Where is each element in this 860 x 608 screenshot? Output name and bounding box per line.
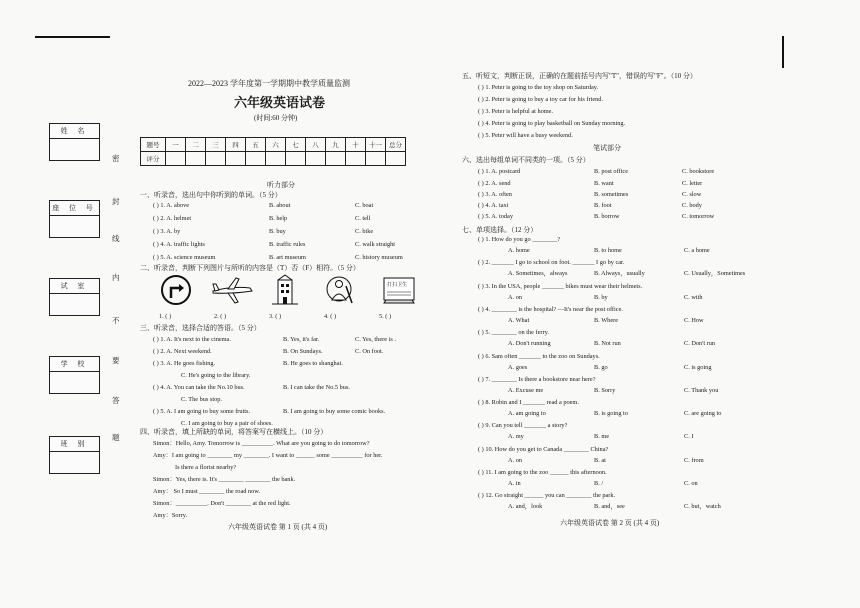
section6-item-a: ( ) 2. A. send — [478, 180, 511, 187]
section7-option-a: A. What — [508, 316, 530, 324]
section1-item-b: B. about — [269, 202, 291, 209]
section1-item-a: ( ) 1. A. above — [153, 202, 190, 209]
section3-option-c: C. The bus stop. — [181, 396, 222, 403]
section7-option-c: C. Usually，Sometimes — [684, 270, 746, 278]
scan-edge-mark — [782, 36, 784, 68]
score-cell: 十 — [346, 138, 366, 152]
section5-item: ( ) 1. Peter is going to the toy shop on Saturday. — [478, 84, 599, 91]
written-heading: 笔试部分 — [593, 144, 621, 152]
section7-question: ( ) 11. I am going to the zoo ______ this afternoon. — [478, 469, 607, 476]
name-box[interactable] — [49, 123, 100, 161]
cleaning-sign-text: 打扫卫生 — [387, 283, 408, 288]
section6-item-b: B. post office — [594, 168, 628, 175]
section7-option-b: B. to home — [594, 247, 622, 254]
exam-header-year: 2022—2023 学年度第一学期期中教学质量监测 — [188, 79, 350, 88]
score-cell: 二 — [186, 138, 206, 152]
section6-item-c: C. tomorrow — [682, 213, 715, 220]
section3-item: ( ) 2. A. Next weekend. — [153, 348, 212, 355]
binding-char: 密 — [112, 154, 120, 163]
section7-question: ( ) 4. ________ is the hospital? —It's near the post office. — [478, 305, 623, 313]
turn-right-sign-icon — [159, 274, 194, 306]
section7-option-b: B. go — [594, 363, 608, 371]
section6-item-a: ( ) 1. A. postcard — [478, 168, 521, 175]
section3-option-b: B. On Sundays. — [283, 348, 323, 355]
section7-option-b: B. / — [594, 480, 604, 487]
section6-item-c: C. slow — [682, 191, 702, 198]
score-cell: 一 — [166, 138, 186, 152]
exam-room-box[interactable] — [49, 278, 100, 316]
binding-char: 不 — [112, 316, 120, 325]
section5-item: ( ) 3. Peter is helpful at home. — [478, 108, 554, 115]
score-input-cell[interactable] — [326, 152, 346, 166]
dialogue-line: Simon：Yes, there is. It's ________ ________ the bank. — [153, 476, 296, 483]
school-label: 学 校 — [50, 357, 99, 372]
section3-option-c: C. On foot. — [355, 348, 384, 355]
section7-option-a: A. Excuse me — [508, 386, 544, 394]
score-cell: 五 — [246, 138, 266, 152]
section1-item-b: B. buy — [269, 228, 286, 235]
section4-title: 四、听录音，填上所缺的单词，将答案写在横线上。（10 分） — [140, 428, 328, 436]
seat-number-box[interactable] — [49, 200, 100, 238]
score-cell: 九 — [326, 138, 346, 152]
score-input-cell[interactable] — [346, 152, 366, 166]
section3-option-b: B. Yes, it's far. — [283, 336, 320, 343]
section5-title: 五、听短文，判断正误，正确的在题前括号内写"T"，错误的写"F"。（10 分） — [462, 72, 697, 80]
section2-title: 二、听录音，判断下列图片与所听的内容是（T）否（F）相符。（5 分） — [140, 264, 360, 272]
score-input-cell[interactable] — [246, 152, 266, 166]
section1-item-c: C. tell — [355, 215, 371, 222]
section7-question: ( ) 1. How do you go ________? — [478, 236, 561, 243]
dialogue-line: Amy：I am going to ________ my ________. I want to ______ some __________ for her. — [153, 452, 383, 459]
binding-char: 内 — [112, 273, 120, 282]
seat-number-label: 座 位 号 — [50, 201, 99, 216]
section7-question: ( ) 12. Go straight ______ you can ________ the park. — [478, 492, 616, 500]
dialogue-line: Simon：Hello, Amy. Tomorrow is __________. What are you going to do tomorrow? — [153, 440, 370, 447]
section1-item-c: C. bike — [355, 228, 374, 235]
score-input-cell[interactable] — [206, 152, 226, 166]
section7-option-a: A. on — [508, 456, 522, 464]
section6-item-c: C. body — [682, 202, 702, 209]
picture-answer-blank[interactable]: 2. ( ) — [214, 313, 227, 320]
section7-question: ( ) 9. Can you tell _______ a story? — [478, 422, 568, 430]
section7-option-b: B. Sorry — [594, 386, 616, 394]
section7-option-c: C. from — [684, 456, 704, 464]
section7-option-b: B. and，see — [594, 503, 625, 511]
section7-option-b: B. at — [594, 456, 606, 464]
exam-time: (时间:60 分钟) — [254, 114, 298, 122]
section7-option-b: B. Where — [594, 316, 619, 324]
section7-option-c: C. is going — [684, 363, 712, 371]
section1-item-b: B. help — [269, 215, 288, 222]
dialogue-line: Is there a florist nearby? — [175, 464, 237, 471]
score-cell: 六 — [266, 138, 286, 152]
section3-option-b: B. I can take the No.5 bus. — [283, 384, 350, 391]
section5-item: ( ) 5. Peter will have a busy weekend. — [478, 132, 573, 139]
score-cell: 三 — [206, 138, 226, 152]
section1-item-a: ( ) 4. A. traffic lights — [153, 241, 205, 248]
section3-option-b: B. He goes to shanghai. — [283, 360, 343, 367]
score-cell: 十一 — [366, 138, 386, 152]
score-table-header-row — [141, 138, 406, 152]
scan-edge-line — [35, 36, 110, 38]
section3-item: ( ) 1. A. It's next to the cinema. — [153, 336, 231, 343]
cleaning-sign-icon — [381, 274, 417, 306]
name-label: 姓 名 — [50, 124, 99, 139]
score-cell: 总分 — [386, 138, 406, 152]
binding-char: 答 — [112, 396, 120, 405]
section7-option-a: A. Sometimes，always — [508, 270, 568, 278]
score-cell: 评分 — [141, 152, 166, 166]
picture-answer-blank[interactable]: 1. ( ) — [159, 313, 172, 320]
footer-page-2: 六年级英语试卷 第 2 页 (共 4 页) — [560, 519, 660, 527]
section5-item: ( ) 4. Peter is going to play basketball on Sunday morning. — [478, 120, 626, 127]
section7-option-c: C. How — [684, 316, 704, 324]
section7-option-c: C. a home — [684, 247, 710, 254]
section7-option-a: A. and，look — [508, 503, 543, 511]
section3-item: ( ) 3. A. He goes fishing. — [153, 360, 216, 367]
section3-option-c: C. Yes, there is . — [355, 336, 396, 343]
section7-option-a: A. my — [508, 433, 524, 441]
section5-item: ( ) 2. Peter is going to buy a toy car for his friend. — [478, 96, 604, 103]
building-icon — [270, 274, 300, 306]
picture-answer-blank[interactable]: 5. ( ) — [379, 313, 392, 320]
score-input-cell[interactable] — [386, 152, 406, 166]
score-table — [140, 137, 406, 166]
section1-item-a: ( ) 3. A. by — [153, 228, 181, 235]
score-input-cell[interactable] — [266, 152, 286, 166]
score-input-cell[interactable] — [166, 152, 186, 166]
section6-item-c: C. bookstore — [682, 168, 715, 175]
footer-page-1: 六年级英语试卷 第 1 页 (共 4 页) — [228, 523, 328, 531]
section6-item-a: ( ) 3. A. often — [478, 191, 512, 198]
section7-option-b: B. Always，usually — [594, 270, 645, 278]
airplane-icon — [210, 274, 254, 306]
section7-question: ( ) 10. How do you get to Canada ________ China? — [478, 445, 609, 453]
section6-item-a: ( ) 5. A. today — [478, 213, 513, 220]
score-cell: 七 — [286, 138, 306, 152]
section1-item-b: B. traffic rules — [269, 241, 306, 248]
section7-question: ( ) 6. Sam often _______ to the zoo on Sundays. — [478, 352, 600, 360]
section7-option-a: A. goes — [508, 363, 528, 371]
exam-title: 六年级英语试卷 — [234, 95, 326, 110]
score-cell: 四 — [226, 138, 246, 152]
score-table-score-row — [141, 152, 406, 166]
class-box[interactable] — [49, 436, 100, 474]
section3-option-b: B. I am going to buy some comic books. — [283, 408, 386, 415]
cleaning-person-icon — [322, 274, 357, 306]
school-box[interactable] — [49, 356, 100, 394]
picture-answer-blank[interactable]: 4. ( ) — [324, 313, 337, 320]
section6-item-c: C. letter — [682, 180, 703, 187]
section7-option-c: C. Thank you — [684, 386, 719, 394]
section1-item-a: ( ) 5. A. science museum — [153, 254, 216, 261]
score-cell: 题号 — [141, 138, 166, 152]
score-input-cell[interactable] — [186, 152, 206, 166]
exam-room-label: 试 室 — [50, 279, 99, 294]
section7-option-a: A. on — [508, 293, 522, 301]
section7-option-b: B. Not run — [594, 340, 621, 348]
picture-answer-blank[interactable]: 3. ( ) — [269, 313, 282, 320]
section7-title: 七、单项选择。（12 分） — [462, 226, 538, 234]
section7-option-b: B. by — [594, 293, 608, 301]
score-cell: 八 — [306, 138, 326, 152]
section1-item-c: C. boat — [355, 202, 374, 209]
section1-item-c: C. walk straight — [355, 241, 396, 248]
section7-question: ( ) 2. _______ I go to school on foot. _______ I go by car. — [478, 259, 625, 267]
dialogue-line: Amy：Sorry. — [153, 512, 188, 519]
section1-item-a: ( ) 2. A. helmet — [153, 215, 192, 222]
section7-question: ( ) 7. ________ Is there a bookstore near here? — [478, 375, 596, 383]
section7-option-b: B. is going to — [594, 410, 628, 418]
section6-item-a: ( ) 4. A. taxi — [478, 202, 509, 209]
section7-question: ( ) 3. In the USA, people _______ bikes must wear their helmets. — [478, 282, 643, 290]
section7-option-c: C. are going to — [684, 410, 722, 418]
binding-char: 线 — [112, 234, 120, 243]
section3-item: ( ) 5. A. I am going to buy some fruits. — [153, 408, 251, 415]
score-input-cell[interactable] — [226, 152, 246, 166]
section7-question: ( ) 5. ________ on the ferry. — [478, 329, 549, 337]
section7-option-c: C. I — [684, 433, 694, 441]
section3-option-c: C. He's going to the library. — [181, 372, 251, 379]
section1-item-c: C. history museum — [355, 254, 403, 261]
section7-option-b: B. me — [594, 433, 610, 441]
dialogue-line: Amy： So I must ________ the road now. — [153, 488, 260, 495]
section7-option-a: A. home — [508, 247, 530, 254]
section6-item-b: B. borrow — [594, 213, 620, 220]
section7-option-c: C. Don't run — [684, 340, 716, 348]
section7-option-c: C. with — [684, 293, 703, 301]
section7-option-a: A. Don't running — [508, 340, 551, 348]
dialogue-line: Simon：__________. Don't ________ at the red light. — [153, 500, 291, 507]
section7-question: ( ) 8. Robin and I _______ read a poem. — [478, 399, 579, 407]
binding-char: 要 — [112, 356, 120, 365]
score-input-cell[interactable] — [366, 152, 386, 166]
score-input-cell[interactable] — [286, 152, 306, 166]
section6-title: 六、选出每组单词不同类的一项。（5 分） — [462, 156, 590, 164]
binding-char: 封 — [112, 197, 120, 206]
section6-item-b: B. want — [594, 180, 614, 187]
binding-char: 题 — [112, 433, 120, 442]
section6-item-b: B. foot — [594, 202, 612, 209]
section6-item-b: B. sometimes — [594, 191, 629, 198]
score-input-cell[interactable] — [306, 152, 326, 166]
section7-option-a: A. in — [508, 480, 521, 487]
section1-item-b: B. art museum — [269, 254, 306, 261]
section7-option-c: C. but，watch — [684, 503, 721, 511]
class-label: 班 别 — [50, 437, 99, 452]
section7-option-c: C. on — [684, 480, 698, 487]
listening-heading: 听力部分 — [267, 181, 295, 189]
section7-option-a: A. am going to — [508, 410, 546, 418]
section3-item: ( ) 4. A. You can take the No.10 bus. — [153, 384, 245, 391]
section3-title: 三、听录音，选择合适的答语。（5 分） — [140, 324, 261, 332]
section1-title: 一、听录音，选出句中你听到的单词。（5 分） — [140, 191, 282, 199]
section3-option-c: C. I am going to buy a pair of shoes. — [181, 420, 273, 427]
